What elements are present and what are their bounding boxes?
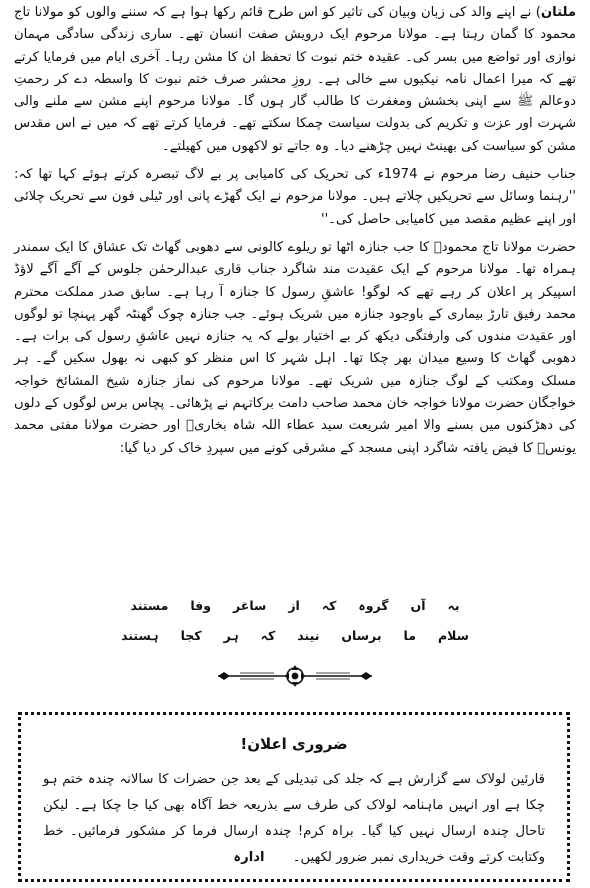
verse-line-2 bbox=[0, 628, 590, 643]
verse-line-1 bbox=[0, 598, 590, 613]
verse-word: ہر bbox=[223, 628, 239, 643]
verse-word: از bbox=[288, 598, 300, 613]
announcement-signature: ادارہ bbox=[233, 850, 265, 865]
verse-word: نیند bbox=[297, 628, 320, 643]
announcement-title: ضروری اعلان! bbox=[240, 735, 348, 753]
announcement-text bbox=[43, 767, 545, 871]
verse-word: وفا bbox=[190, 598, 212, 613]
verse-word: برساں bbox=[341, 628, 382, 643]
verse-word: ہستند bbox=[121, 628, 159, 643]
paragraph-3 bbox=[14, 237, 576, 460]
flourish-ornament-icon bbox=[210, 664, 380, 688]
verse-word: سلام bbox=[437, 628, 469, 643]
verse-word: ساغر bbox=[233, 598, 267, 613]
verse-word: مستند bbox=[130, 598, 169, 613]
verse-word: بہ bbox=[447, 598, 460, 613]
announcement-box bbox=[18, 712, 570, 882]
verse-word: گروہ bbox=[358, 598, 389, 613]
verse-word: کجا bbox=[180, 628, 202, 643]
paragraph-2 bbox=[14, 164, 576, 231]
verse-word: ما bbox=[403, 628, 416, 643]
paragraph-2-text: جناب حنیف رضا مرحوم نے 1974ء کی تحریک کی کامیابی پر بے لاگ تبصرہ کرتے ہوئے کہا تھا کہ: ''رہنما وسائل سے تحریکیں چلاتے ہیں۔ مولانا مرحوم نے ایک گھڑے پانی اور ٹیلی فون سے تحریک چلائی اور اپنے عظیم مقصد میں کامیابی حاصل کی۔'' bbox=[14, 167, 576, 227]
paragraph-1 bbox=[14, 2, 576, 158]
article-body bbox=[14, 2, 576, 466]
verse-word: آں bbox=[410, 598, 426, 613]
verse-word: کہ bbox=[260, 628, 276, 643]
paragraph-1-text: ) نے اپنے والد کی زبان وبیان کی تاثیر کو اس طرح قائم رکھا ہوا ہے کہ سننے والوں کو مولانا تاج محمود کا گمان رہتا ہے۔ مولانا مرحوم ایک درویش صفت انسان تھے۔ ساری زندگی سادگی مہمان نوازی اور تواضع میں بسر کی۔ عقیدہ ختم نبوت کا تحفظ ان کا مشن رہا۔ آخری ایام میں فرمایا کرتے تھے کہ میرا اعمال نامہ نیکیوں سے خالی ہے۔ روزِ محشر صرف ختم نبوت کا واسطہ دے کر رحمتِ دوعالم ﷺ سے اپنی بخشش ومغفرت کا طالب گار ہوں گا۔ مولانا مرحوم اپنے مشن سے ملنے والی شہرت اور عزت و تکریم کی بدولت سیاست چمکا سکتے تھے۔ فرمایا کرتے تھے کہ میں نے اس مقدس مشن کو سیاست کی بھینٹ نہیں چڑھنے دیا۔ وہ جاتے تو لاکھوں میں کھیلتے۔ bbox=[14, 5, 576, 154]
announcement-body: قارئین لولاک سے گزارش ہے کہ جلد کی تبدیلی کے بعد جن حضرات کا سالانہ چندہ ختم ہو چکا ہے اور انہیں ماہنامہ لولاک کی طرف سے بذریعہ خط آگاہ بھی کیا جا چکا ہے۔ لیکن تاحال چندہ ارسال نہیں کیا گیا۔ براہ کرم! چندہ ارسال فرما کر مشکور فرمائیں۔ خط وکتابت کرتے وقت خریداری نمبر ضرور لکھیں۔ bbox=[43, 772, 545, 865]
verse-word: کہ bbox=[321, 598, 337, 613]
paragraph-1-lead: ملتان bbox=[540, 5, 576, 20]
paragraph-3-text: حضرت مولانا تاج محمودؒ کا جب جنازہ اٹھا تو ریلوے کالونی سے دھوبی گھاٹ تک عشاق کا ایک سمندر ہمراہ تھا۔ مولانا مرحوم کے ایک عقیدت مند شاگرد جناب قاری عبدالرحمٰن جلوس کے آگے آگے لاؤڈ اسپیکر پر اعلان کر رہے تھے کہ لوگو! عاشقِ رسول کا جنازہ آ رہا ہے۔ سابق صدر مملکت محترم محمد رفیق تارڑ بیماری کے باوجود جنازہ میں شریک ہوئے۔ جب جنازہ چوک گھنٹہ گھر پہنچا تو لوگوں اور عقیدت مندوں کی وارفتگی دیکھ کر بے اختیار بولے کہ یہ جنازہ نہیں عاشقِ رسول کی برات ہے۔ دھوبی گھاٹ کا وسیع میدان بھر چکا تھا۔ اہل شہر کا اس منظر کو کبھی نہ بھول سکیں گے۔ ہر مسلک ومکتب کے لوگ جنازہ میں شریک تھے۔ مولانا مرحوم کی نماز جنازہ شیخ المشائخ خواجہ خواجگان حضرت مولانا خواجہ خان محمد صاحب دامت برکاتہم نے پڑھائی۔ پچاس برس لوگوں کے دلوں کی دھڑکنوں میں بسنے والا امیر شریعت سید عطاء اللہ شاہ بخاریؒ اور حضرت مولانا مفتی محمد یونسؒ کا فیض یافتہ شاگرد اپنی مسجد کے مشرقی کونے میں سپردِ خاک کر دیا گیا: bbox=[14, 239, 576, 456]
